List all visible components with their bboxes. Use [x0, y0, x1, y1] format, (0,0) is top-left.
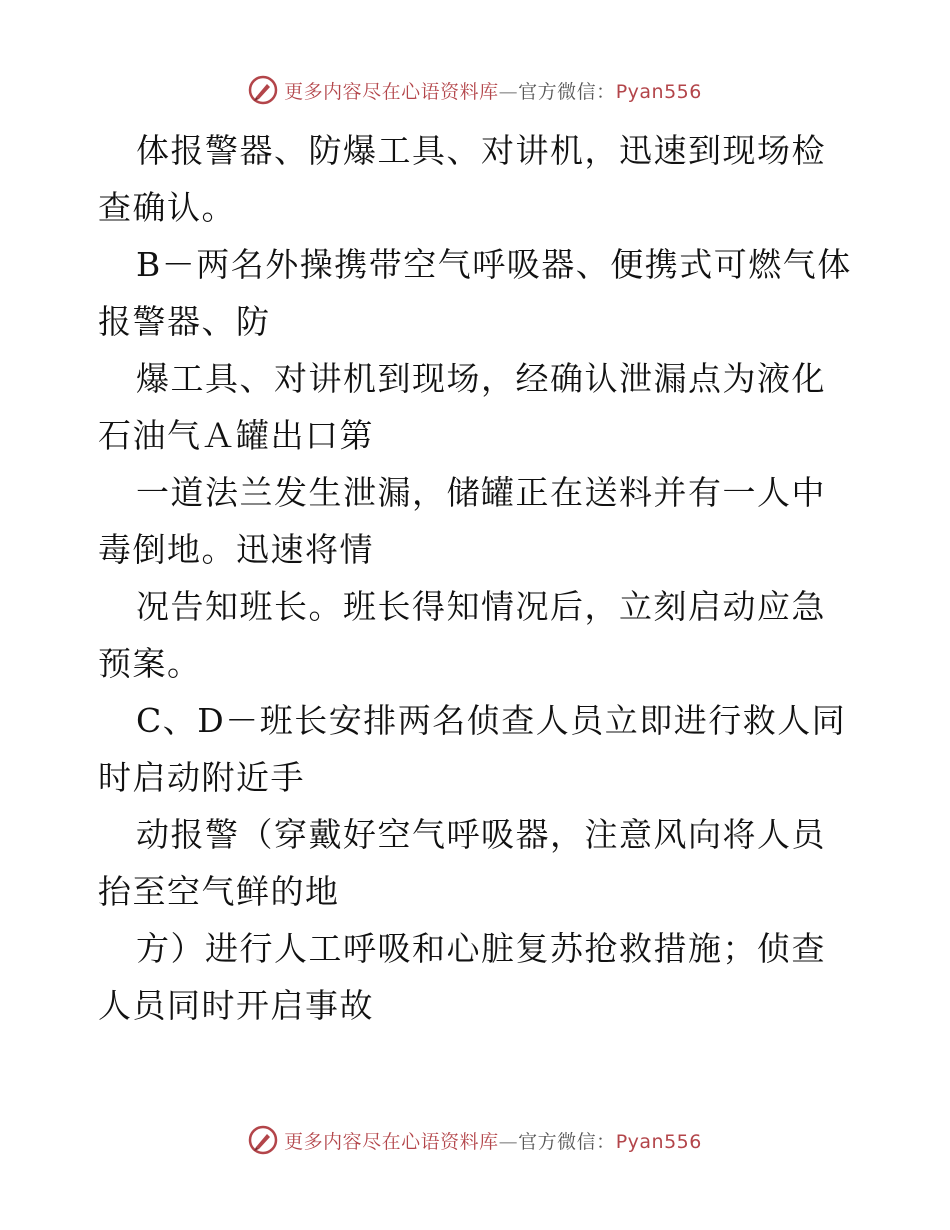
logo-pen-icon — [248, 75, 278, 105]
header-banner-id: Pyan556 — [615, 80, 702, 103]
footer-banner-text — [284, 1127, 702, 1154]
footer-banner-id: Pyan556 — [615, 1130, 702, 1153]
paragraph-5: 况告知班长。班长得知情况后，立刻启动应急预案。 — [98, 587, 826, 683]
paragraph-1: 体报警器、防爆工具、对讲机，迅速到现场检查确认。 — [98, 131, 826, 227]
header-banner-sep: — — [498, 80, 519, 103]
footer-banner-sep: — — [498, 1130, 519, 1153]
logo-pen-icon — [248, 1125, 278, 1155]
footer-banner — [0, 1120, 950, 1160]
document-body — [98, 122, 858, 1034]
header-banner — [0, 70, 950, 110]
header-banner-wechat: 官方微信： — [518, 80, 616, 103]
paragraph-2: B－两名外操携带空气呼吸器、便携式可燃气体报警器、防 — [98, 245, 852, 341]
paragraph-3: 爆工具、对讲机到现场，经确认泄漏点为液化石油气Ａ罐出口第 — [98, 359, 826, 455]
paragraph-4: 一道法兰发生泄漏，储罐正在送料并有一人中毒倒地。迅速将情 — [98, 473, 826, 569]
footer-banner-wechat: 官方微信： — [518, 1130, 616, 1153]
header-banner-main: 更多内容尽在心语资料库 — [284, 80, 499, 103]
paragraph-8: 方）进行人工呼吸和心脏复苏抢救措施；侦查人员同时开启事故 — [98, 929, 826, 1025]
footer-banner-main: 更多内容尽在心语资料库 — [284, 1130, 499, 1153]
paragraph-6: C、D－班长安排两名侦查人员立即进行救人同时启动附近手 — [98, 701, 847, 797]
header-banner-text — [284, 77, 702, 104]
paragraph-7: 动报警（穿戴好空气呼吸器，注意风向将人员抬至空气鲜的地 — [98, 815, 826, 911]
